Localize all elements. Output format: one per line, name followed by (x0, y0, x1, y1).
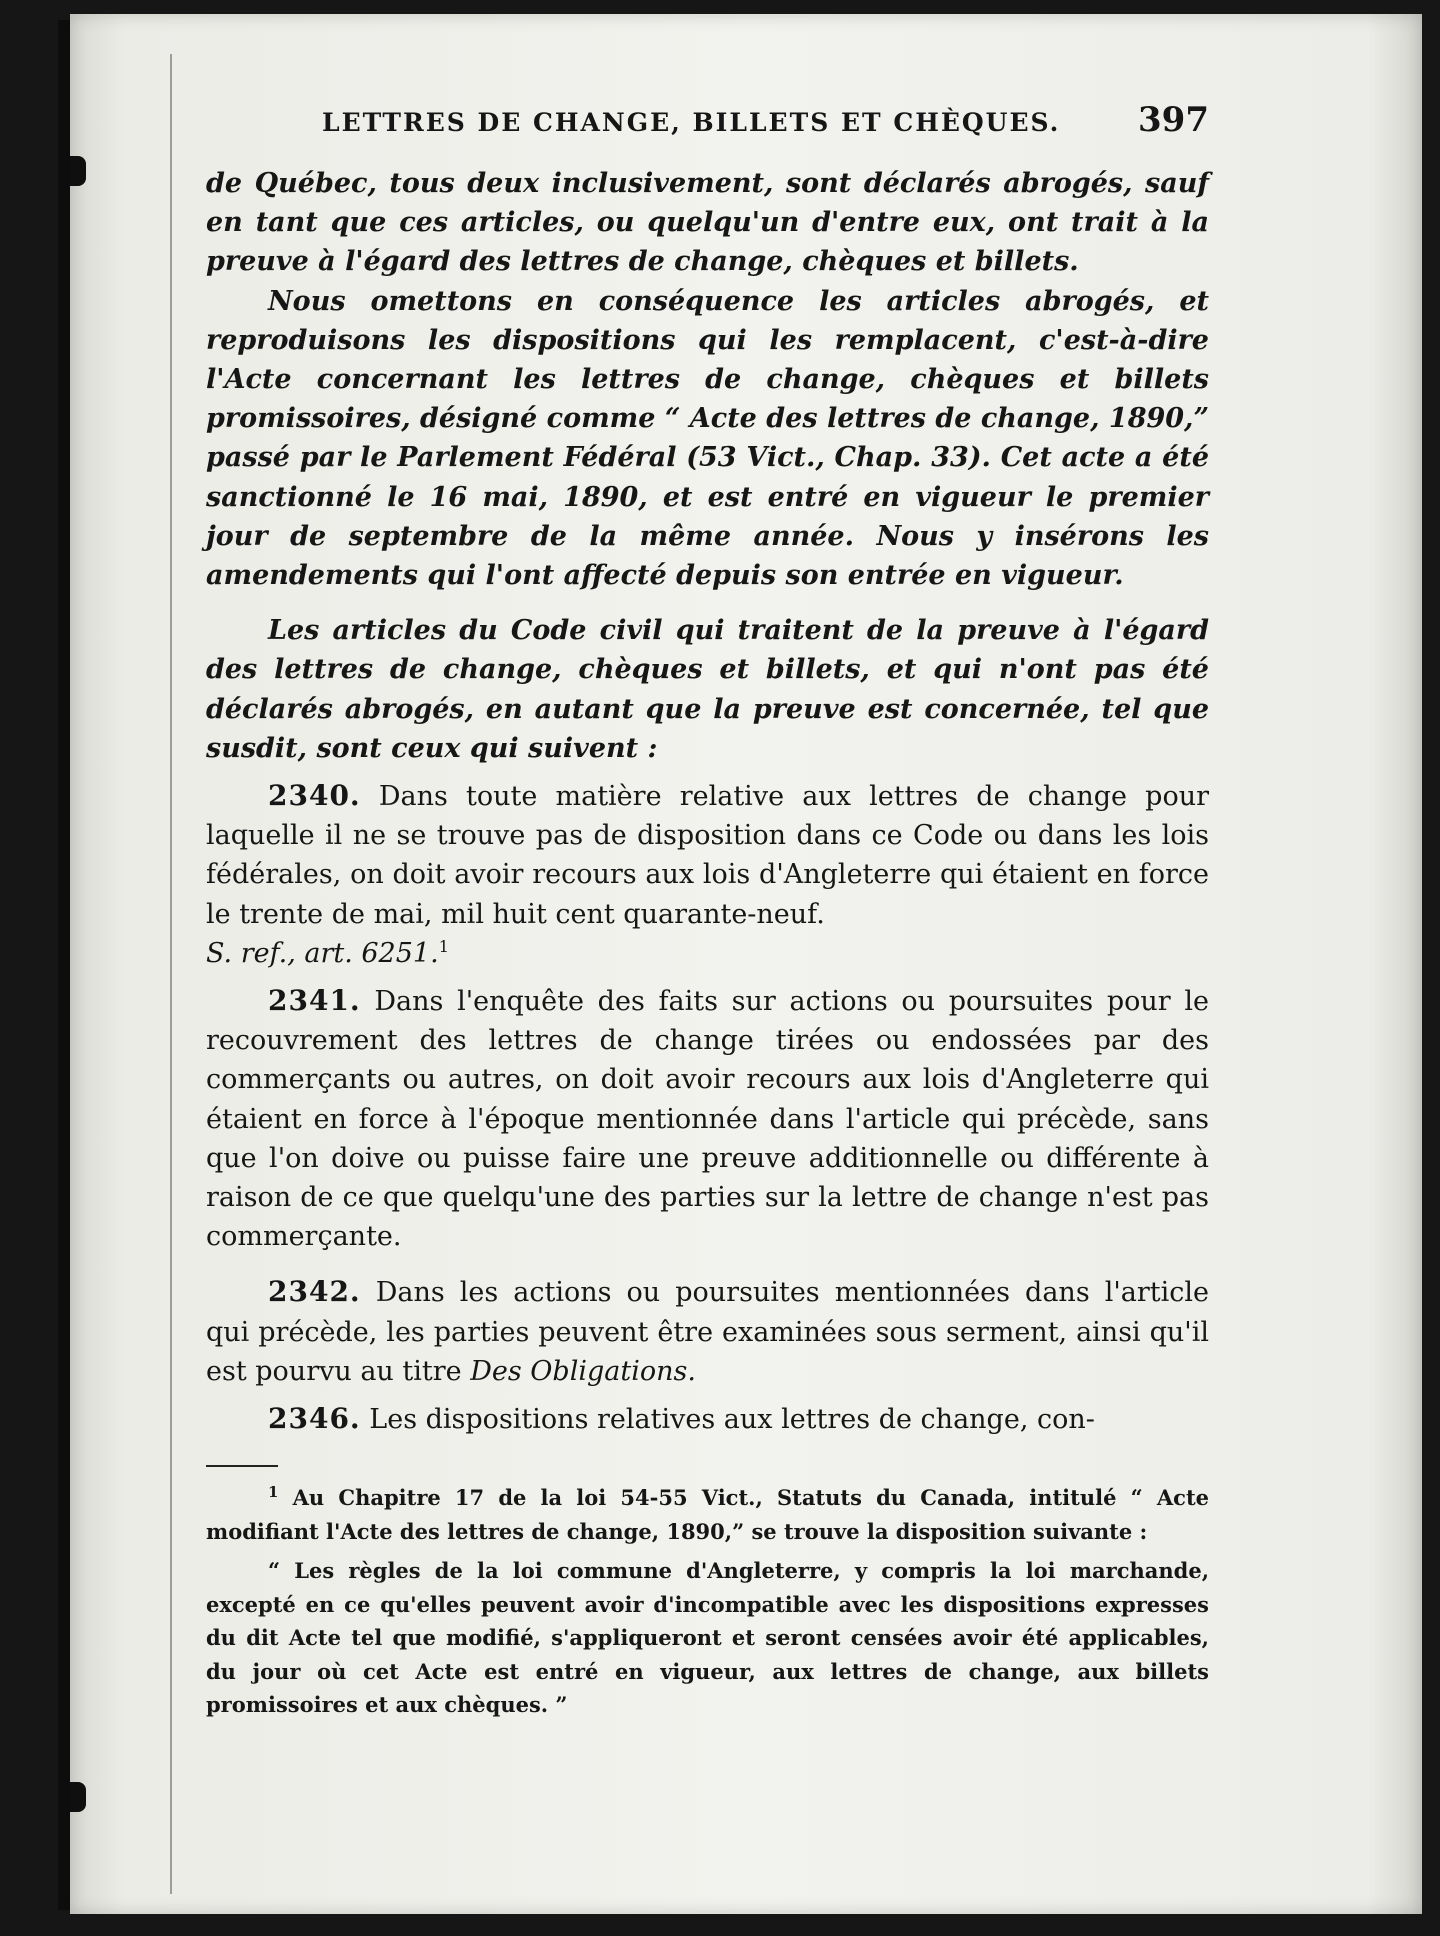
article-reference: S. ref., art. 6251. (206, 937, 439, 969)
intro-paragraph-1: de Québec, tous deux inclusivement, sont déclarés abrogés, sauf en tant que ces articles, ou quelqu'un d'entre eux, ont trait à la preuve à l'égard des lettres de change, chèques et billets. (206, 168, 1209, 278)
footnote-quote: “ Les règles de la loi commune d'Angleterre, y compris la loi marchande, excepté en ce qu'elles peuvent avoir d'incompatible avec les dispositions expresses du dit Acte tel que modifié, s'appliqueront et seront censées avoir été applicables, du jour où cet Acte est entré en vigueur, aux lettres de change, aux billets promissoires et aux chèques. ” (206, 1558, 1209, 1718)
article-text: Les dispositions relatives aux lettres de change, con- (369, 1404, 1095, 1436)
page-text-block (206, 100, 1209, 1722)
article-text: Dans l'enquête des faits sur actions ou poursuites pour le recouvrement des lettres de change tirées ou endossées par des commerçants ou autres, on doit avoir recours aux lois d'Angleterre qui étaient en force à l'époque mentionnée dans l'article qui précède, sans que l'on doive ou puisse faire une preuve additionnelle ou différente à raison de ce que quelqu'une des parties sur la lettre de change n'est pas commerçante. (206, 986, 1209, 1253)
footnote-divider (206, 1465, 278, 1467)
running-title: LETTRES DE CHANGE, BILLETS ET CHÈQUES. (322, 108, 1061, 137)
intro-paragraph-2: Nous omettons en conséquence les articles abrogés, et reproduisons les dispositions qui les remplacent, c'est-à-dire l'Acte concernant les lettres de change, chèques et billets promissoires, désigné comme “ Acte des lettres de change, 1890,” passé par le Parlement Fédéral (53 Vict., Chap. 33). Cet acte a été sanctionné le 16 mai, 1890, et est entré en vigueur le premier jour de septembre de la même année. Nous y insérons les amendements qui l'ont affecté depuis son entrée en vigueur. (206, 285, 1209, 592)
binding-clip-top (70, 156, 86, 186)
article-title-reference: Des Obligations. (470, 1355, 696, 1387)
page-number: 397 (1138, 100, 1209, 140)
article-text: Dans les actions ou poursuites mentionnées dans l'article qui précède, les parties peuvent être examinées sous serment, ainsi qu'il est pourvu au titre (206, 1277, 1210, 1387)
article-2342 (206, 1272, 1209, 1391)
article-2341 (206, 981, 1209, 1256)
footnote-1 (206, 1481, 1209, 1548)
article-number: 2340. (268, 779, 361, 813)
book-binding-edge (58, 20, 70, 1910)
article-2346 (206, 1399, 1209, 1439)
article-text: Dans toute matière relative aux lettres de change pour laquelle il ne se trouve pas de disposition dans ce Code ou dans les lois fédérales, on doit avoir recours aux lois d'Angleterre qui étaient en force le trente de mai, mil huit cent quarante-neuf. (206, 781, 1209, 930)
spine-shadow (170, 54, 172, 1894)
article-2340 (206, 776, 1209, 973)
page-header (206, 100, 1209, 164)
footnote-number: 1 (268, 1483, 279, 1502)
article-number: 2346. (268, 1402, 361, 1436)
footnote-mark: 1 (438, 936, 449, 956)
article-number: 2341. (268, 984, 361, 1018)
footnote-text: Au Chapitre 17 de la loi 54-55 Vict., Statuts du Canada, intitulé “ Acte modifiant l'Acte des lettres de change, 1890,” se trouve la disposition suivante : (206, 1485, 1210, 1544)
binding-clip-bottom (70, 1782, 86, 1812)
article-number: 2342. (268, 1275, 361, 1309)
intro-paragraph-3: Les articles du Code civil qui traitent de la preuve à l'égard des lettres de change, chèques et billets, et qui n'ont pas été déclarés abrogés, en autant que la preuve est concernée, tel que susdit, sont ceux qui suivent : (206, 615, 1209, 764)
